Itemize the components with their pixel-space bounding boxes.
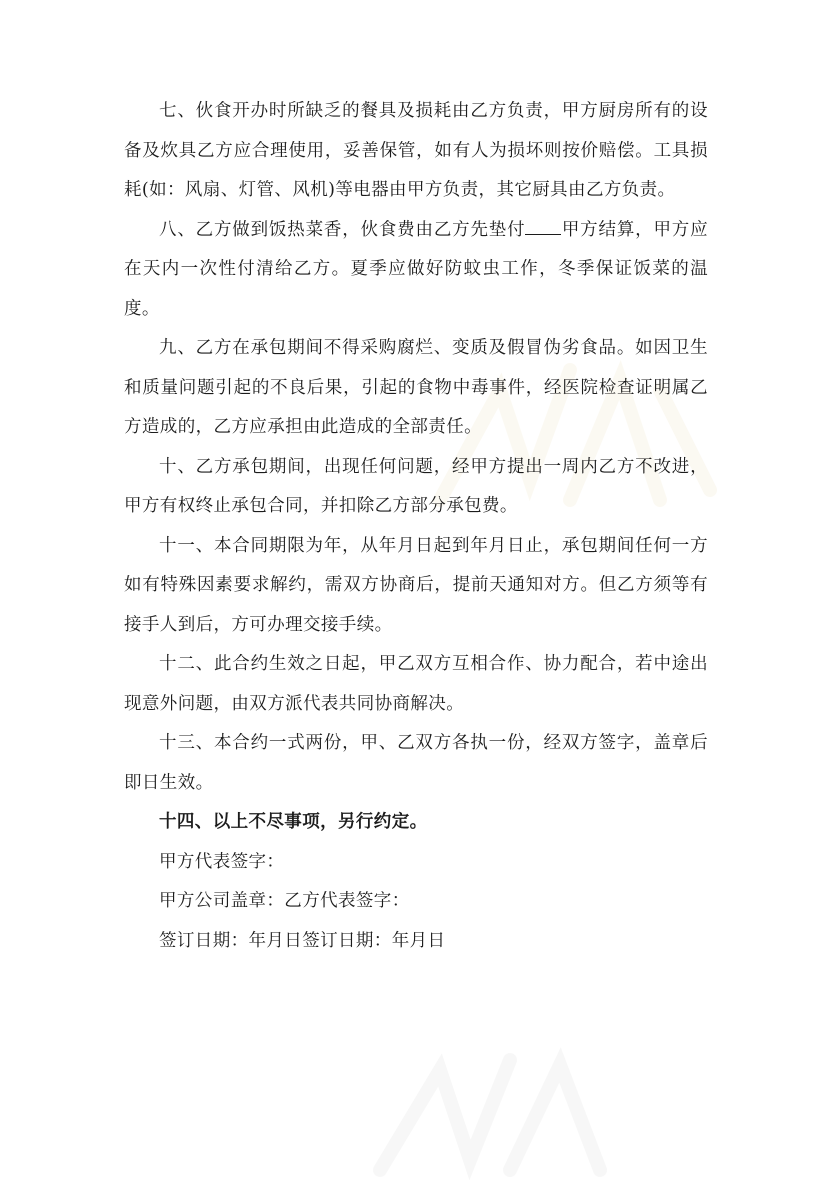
clause-7-text: 七、伙食开办时所缺乏的餐具及损耗由乙方负责，甲方厨房所有的设备及炊具乙方应合理使用，妥善保管，如有人为损坏则按价赔偿。工具损耗(如：风扇、灯管、风机)等电器由甲方负责，其它厨具由乙方负责。 — [124, 101, 708, 200]
clause-13-text: 十三、本合约一式两份，甲、乙双方各执一份，经双方签字，盖章后即日生效。 — [124, 733, 708, 793]
signature-party-a-rep — [124, 843, 708, 883]
clause-8-text-part1: 八、乙方做到饭热菜香，伙食费由乙方先垫付 — [159, 219, 526, 240]
clause-12 — [124, 645, 708, 724]
document-body — [124, 92, 708, 961]
fill-in-blank — [525, 233, 561, 235]
clause-8 — [124, 211, 708, 330]
clause-7 — [124, 92, 708, 211]
watermark-logo-bottom — [360, 1040, 660, 1180]
clause-14-text: 十四、以上不尽事项，另行约定。 — [159, 812, 428, 832]
signature-seal-and-b-rep-label: 甲方公司盖章：乙方代表签字： — [159, 891, 410, 911]
signature-party-a-rep-label: 甲方代表签字： — [159, 851, 285, 872]
clause-10-text: 十、乙方承包期间，出现任何问题，经甲方提出一周内乙方不改进，甲方有权终止承包合同，并扣除乙方部分承包费。 — [124, 456, 708, 516]
signature-dates — [124, 922, 708, 962]
clause-9 — [124, 329, 708, 448]
clause-9-text: 九、乙方在承包期间不得采购腐烂、变质及假冒伪劣食品。如因卫生和质量问题引起的不良后果，引起的食物中毒事件，经医院检查证明属乙方造成的，乙方应承担由此造成的全部责任。 — [124, 338, 708, 437]
clause-12-text: 十二、此合约生效之日起，甲乙双方互相合作、协力配合，若中途出现意外问题，由双方派代表共同协商解决。 — [124, 654, 708, 714]
signature-dates-label: 签订日期：年月日签订日期：年月日 — [159, 930, 446, 951]
clause-14 — [124, 803, 708, 843]
clause-8-text-part2: 甲方结算，甲方应在天内一次性付清给乙方。夏季应做好防蚊虫工作，冬季保证饭菜的温度。 — [124, 219, 709, 319]
clause-10 — [124, 448, 708, 527]
clause-11-text: 十一、本合同期限为年，从年月日起到年月日止，承包期间任何一方如有特殊因素要求解约，需双方协商后，提前天通知对方。但乙方须等有接手人到后，方可办理交接手续。 — [124, 535, 708, 635]
clause-13 — [124, 724, 708, 803]
signature-seal-and-b-rep — [124, 882, 708, 922]
clause-11 — [124, 527, 708, 646]
